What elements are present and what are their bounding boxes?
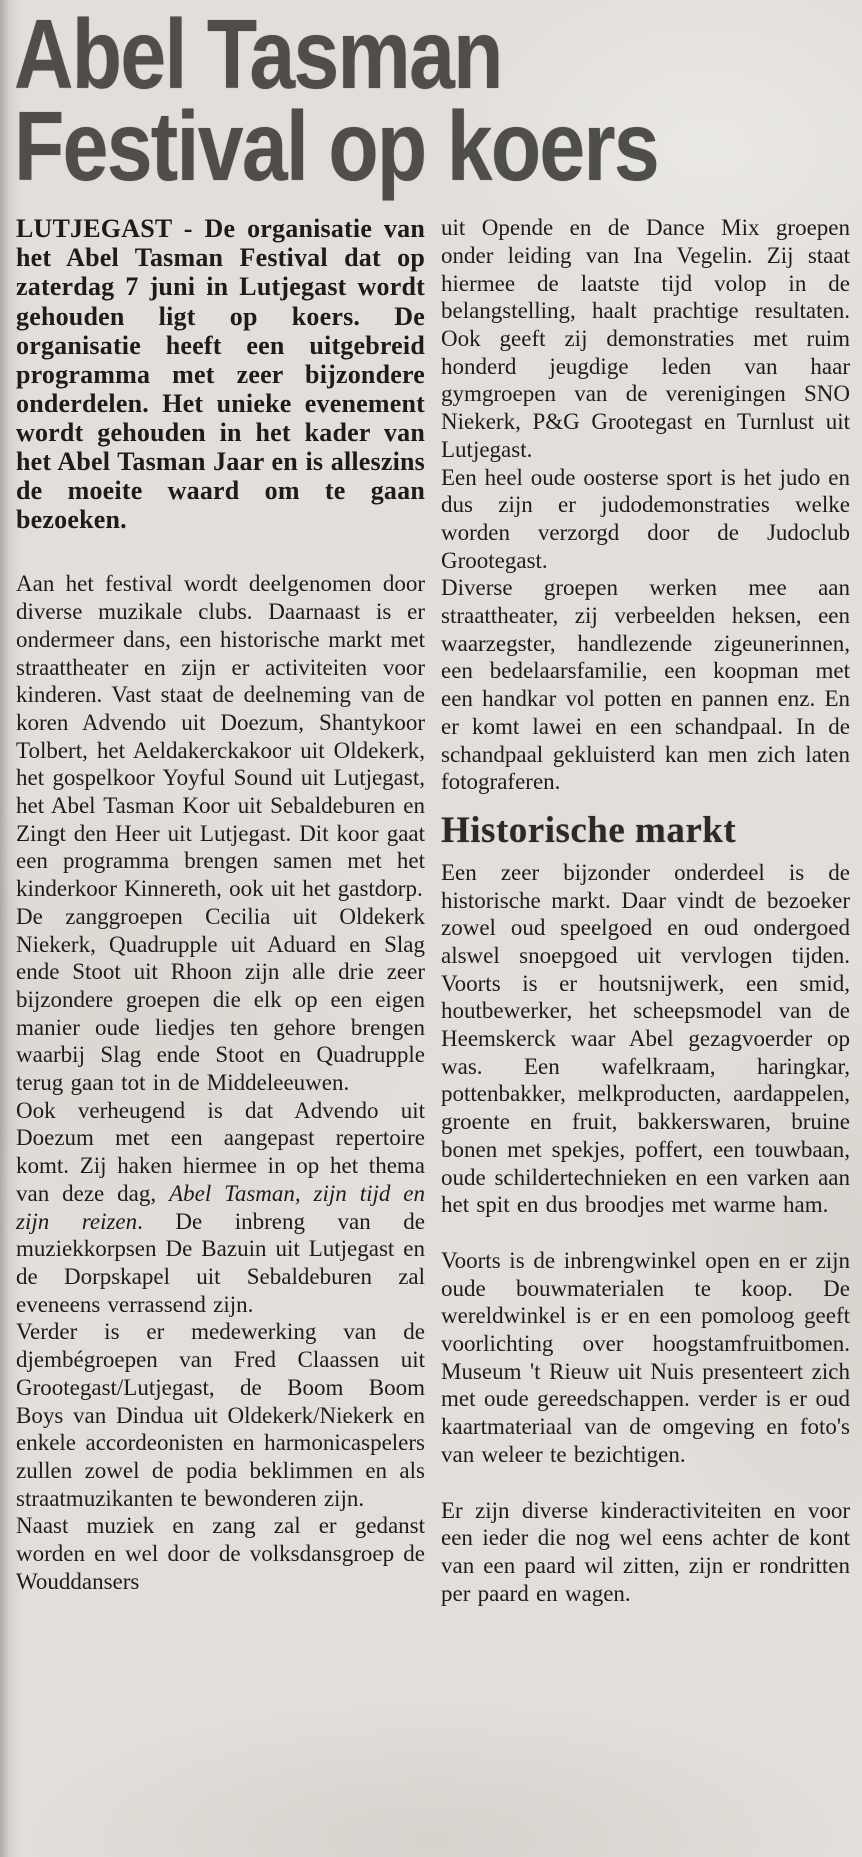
subheading-historische-markt: Historische markt [441, 809, 737, 851]
headline-line2: Festival op koers [14, 91, 658, 202]
article-columns [0, 202, 862, 1607]
headline-line1: Abel Tasman [14, 0, 502, 109]
paragraph-inbrengwinkel: Voorts is de inbrengwinkel open en er zijn oude bouwmaterialen te koop. De wereldwinkel is er en een pomoloog geeft voorlichting over hoogstamfruitbomen. Museum 't Rieuw uit Nuis presenteert zich met oude gereedschappen. verder is er oud kaartmateriaal van de omgeving en foto's van weleer te bezichtigen. [441, 1247, 850, 1467]
paragraph-kinderactiviteiten: Er zijn diverse kinderactiviteiten en voor een ieder die nog wel eens achter de kont van een paard wil zitten, zijn er rondritten per paard en wagen. [441, 1497, 850, 1606]
paragraph-advendo-theme-title: Abel Tasman, zijn tijd en zijn reizen [16, 1180, 425, 1234]
paragraph-advendo-before: Ook verheugend is dat Advendo uit Doezum met een aangepast repertoire komt. Zij haken hiermee in op het thema van deze dag, [16, 1097, 425, 1206]
article-headline [0, 0, 862, 202]
paragraph-markt-aanbod: Een zeer bijzonder onderdeel is de historische markt. Daar vindt de bezoeker zowel oud speelgoed en oud ondergoed alswel snoepgoed uit vervlogen tijden. Voorts is er houtsnijwerk, een smid, houtbewerker, het scheepsmodel van de Heemskerck waar Abel gezagvoerder op was. Een wafelkraam, haringkar, pottenbakker, melkproducten, aardappelen, groente en fruit, bakkerswaren, bruine bonen met spekjes, poffert, een touwbaan, oude schildertechnieken en een varken aan het spit en dus broodjes met warme ham. [441, 859, 850, 1218]
paragraph-dancemix: uit Opende en de Dance Mix groepen onder leiding van Ina Vegelin. Zij staat hiermee de laatste tijd volop in de belangstelling, haalt prachtige resultaten. Ook geeft zij demonstraties met ruim honderd jeugdige leden van haar gymgroepen van de verenigingen SNO Niekerk, P&G Grootegast en Turnlust uit Lutjegast. [441, 215, 850, 462]
paragraph-advendo-after: . De inbreng van de muziekkorpsen De Bazuin uit Lutjegast en de Dorpskapel uit Sebaldeburen zal eveneens verrassend zijn. [16, 1208, 425, 1317]
paragraph-volksdans: Naast muziek en zang zal er gedanst worden en wel door de volksdansgroep de Wouddansers [16, 1513, 425, 1594]
paragraph-advendo-repertoire [16, 1097, 425, 1319]
paragraph-judo: Een heel oude oosterse sport is het judo en dus zijn er judodemonstraties welke worden verzorgd door de Judoclub Grootegast. [441, 464, 850, 573]
left-column [16, 214, 425, 1607]
right-column [441, 214, 850, 1607]
paragraph-festival-deelname: Aan het festival wordt deelgenomen door diverse muzikale clubs. Daarnaast is er ondermeer dans, een historische markt met straattheater en zijn er activiteiten voor kinderen. Vast staat de deelneming van de koren Advendo uit Doezum, Shantykoor Tolbert, het Aeldakerckakoor uit Oldekerk, het gospelkoor Yoyful Sound uit Lutjegast, het Abel Tasman Koor uit Sebaldeburen en Zingt den Heer uit Lutjegast. Dit koor gaat een programma brengen samen met het kinderkoor Kinnereth, ook uit het gastdorp. [16, 571, 425, 902]
paragraph-zanggroepen: De zanggroepen Cecilia uit Oldekerk Niekerk, Quadrupple uit Aduard en Slag ende Stoot uit Rhoon zijn alle drie zeer bijzondere groepen die elk op een eigen manier oude liedjes ten gehore brengen waarbij Slag ende Stoot en Quadrupple terug gaan tot in de Middeleeuwen. [16, 903, 425, 1096]
lead-paragraph: LUTJEGAST - De organisatie van het Abel Tasman Festival dat op zaterdag 7 juni in Lutjegast wordt gehouden ligt op koers. De organisatie heeft een uitgebreid programma met zeer bijzondere onderdelen. Het unieke evenement wordt gehouden in het kader van het Abel Tasman Jaar en is alleszins de moeite waard om te gaan bezoeken. [16, 214, 425, 535]
paragraph-djembegroepen: Verder is er medewerking van de djembégroepen van Fred Claassen uit Grootegast/Lutjegast, de Boom Boom Boys van Dindua uit Oldekerk/Niekerk en enkele accordeonisten en harmonicaspelers zullen zowel de podia beklimmen en als straatmuzikanten te bewonderen zijn. [16, 1319, 425, 1511]
paragraph-straattheater: Diverse groepen werken mee aan straattheater, zij verbeelden heksen, een waarzegster, handlezende zigeunerinnen, een bedelaarsfamilie, een koopman met een handkar vol potten en pannen enz. En er komt lawei en een schandpaal. In de schandpaal gekluisterd kan men zich laten fotograferen. [441, 575, 850, 795]
